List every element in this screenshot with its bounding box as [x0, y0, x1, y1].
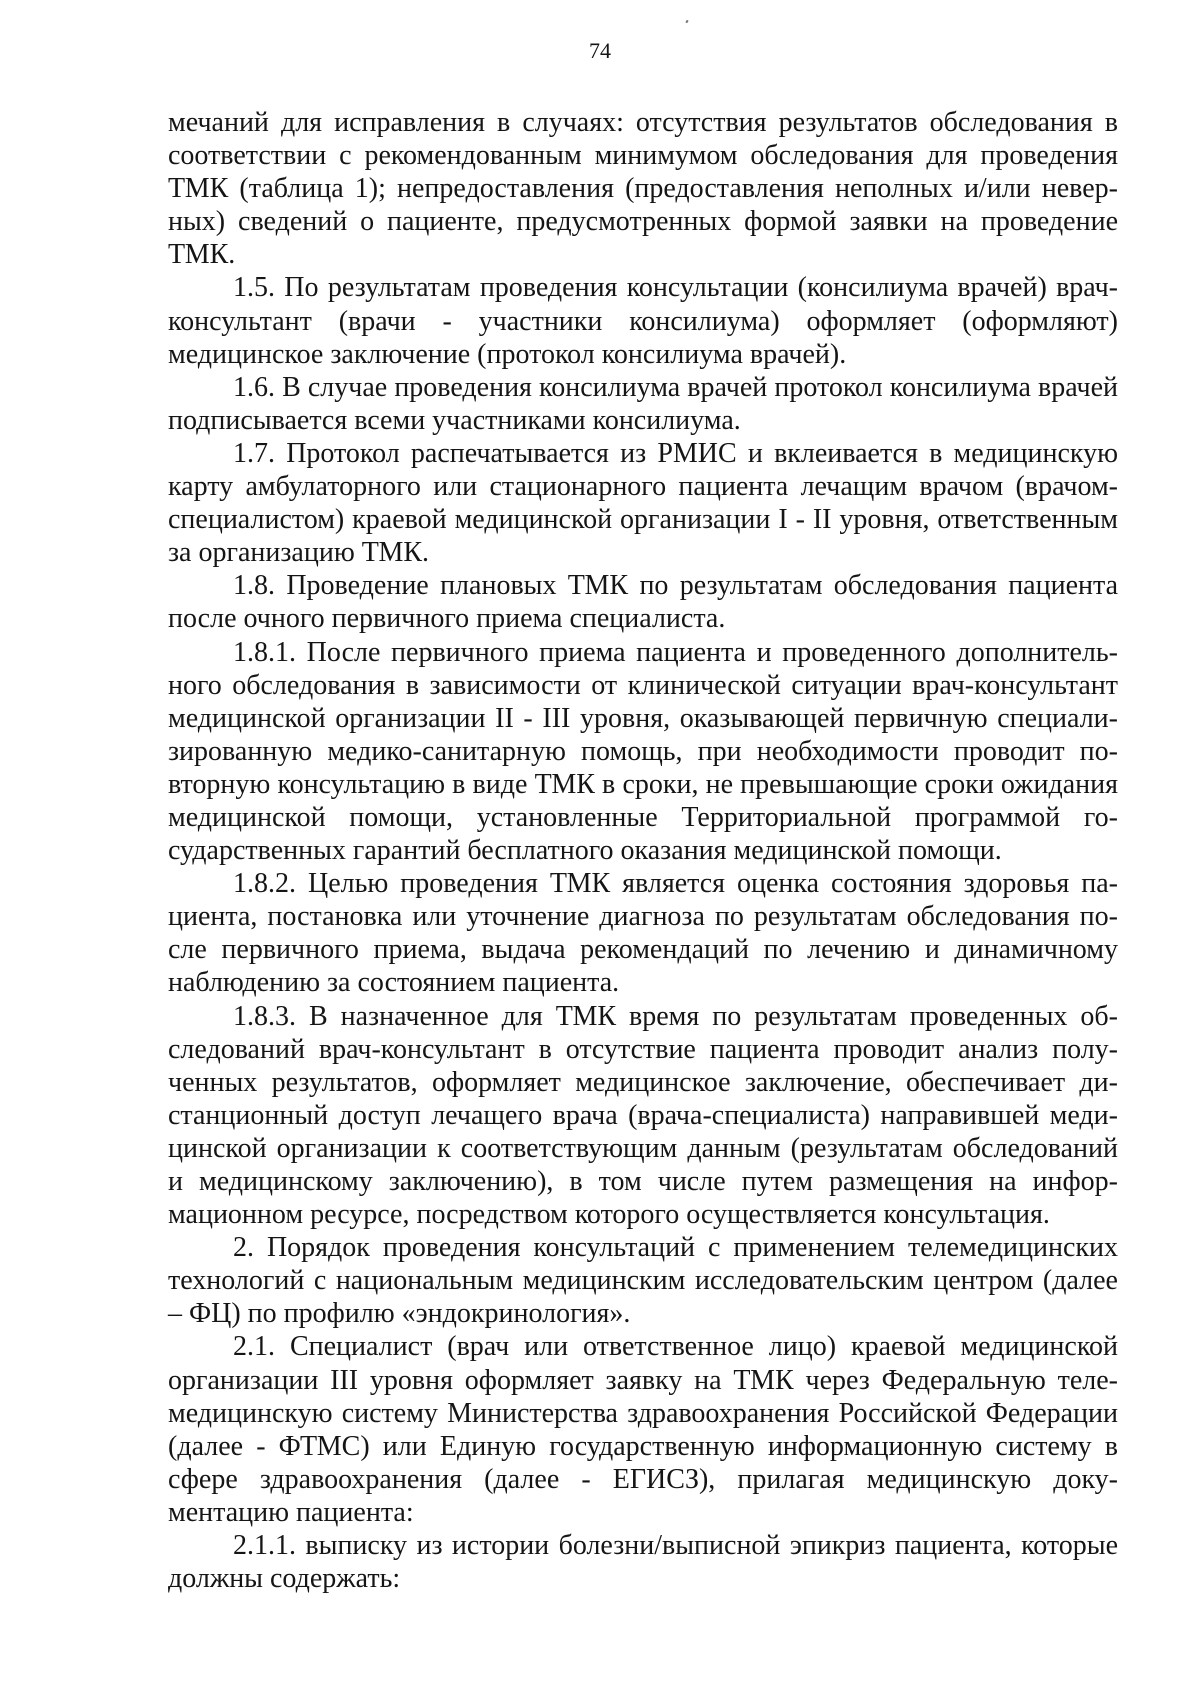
paragraph-continuation: мечаний для исправления в случаях: отсутствия результатов обследования в соответствии с рекомендованным минимумом обследования для проведения ТМК (таблица 1); непредоставления (предоставления неполных и/или неверных) сведений о пациенте, предусмотренных формой заявки на проведение ТМК. — [168, 107, 1118, 271]
scan-speck — [685, 20, 688, 24]
paragraph-1-5: 1.5. По результатам проведения консультации (консилиума врачей) врач-консультант (врачи - участники консилиума) оформляет (оформляют) медицинское заключение (протокол консилиума врачей). — [168, 272, 1118, 370]
paragraph-1-8-2: 1.8.2. Целью проведения ТМК является оценка состояния здоровья пациента, постановка или уточнение диагноза по результатам обследования после первичного приема, выдача рекомендаций по лечению и динамичному наблюдению за состоянием пациента. — [168, 868, 1118, 999]
page-number: 74 — [589, 38, 611, 63]
paragraph-1-8: 1.8. Проведение плановых ТМК по результатам обследования пациента после очного первичного приема специалиста. — [168, 570, 1118, 635]
paragraph-2: 2. Порядок проведения консультаций с применением телемедицинских технологий с национальным медицинским исследовательским центром (далее – ФЦ) по профилю «эндокринология». — [168, 1232, 1118, 1330]
document-body — [168, 106, 1118, 1595]
paragraph-1-7: 1.7. Протокол распечатывается из РМИС и вклеивается в медицинскую карту амбулаторного или стационарного пациента лечащим врачом (врачом-специалистом) краевой медицинской организации I - II уровня, ответственным за организацию ТМК. — [168, 437, 1118, 569]
paragraph-1-6: 1.6. В случае проведения консилиума врачей протокол консилиума врачей подписывается всеми участниками консилиума. — [168, 371, 1118, 436]
paragraph-2-1: 2.1. Специалист (врач или ответственное лицо) краевой медицинской организации III уровня оформляет заявку на ТМК через Федеральную телемедицинскую систему Министерства здравоохранения Российской Федерации (далее - ФТМС) или Единую государственную информационную систему в сфере здравоохранения (далее - ЕГИСЗ), прилагая медицинскую документацию пациента: — [168, 1331, 1118, 1528]
paragraph-1-8-1: 1.8.1. После первичного приема пациента и проведенного дополнительного обследования в зависимости от клинической ситуации врач-консультант медицинской организации II - III уровня, оказывающей первичную специализированную медико-санитарную помощь, при необходимости проводит повторную консультацию в виде ТМК в сроки, не превышающие сроки ожидания медицинской помощи, установленные Территориальной программой государственных гарантий бесплатного оказания медицинской помощи. — [168, 636, 1118, 867]
paragraph-1-8-3: 1.8.3. В назначенное для ТМК время по результатам проведенных обследований врач-консультант в отсутствие пациента проводит анализ полученных результатов, оформляет медицинское заключение, обеспечивает дистанционный доступ лечащего врача (врача-специалиста) направившей медицинской организации к соответствующим данным (результатам обследований и медицинскому заключению), в том числе путем размещения на информационном ресурсе, посредством которого осуществляется консультация. — [168, 1000, 1118, 1231]
paragraph-2-1-1: 2.1.1. выписку из истории болезни/выписной эпикриз пациента, которые должны содержать: — [168, 1530, 1118, 1595]
